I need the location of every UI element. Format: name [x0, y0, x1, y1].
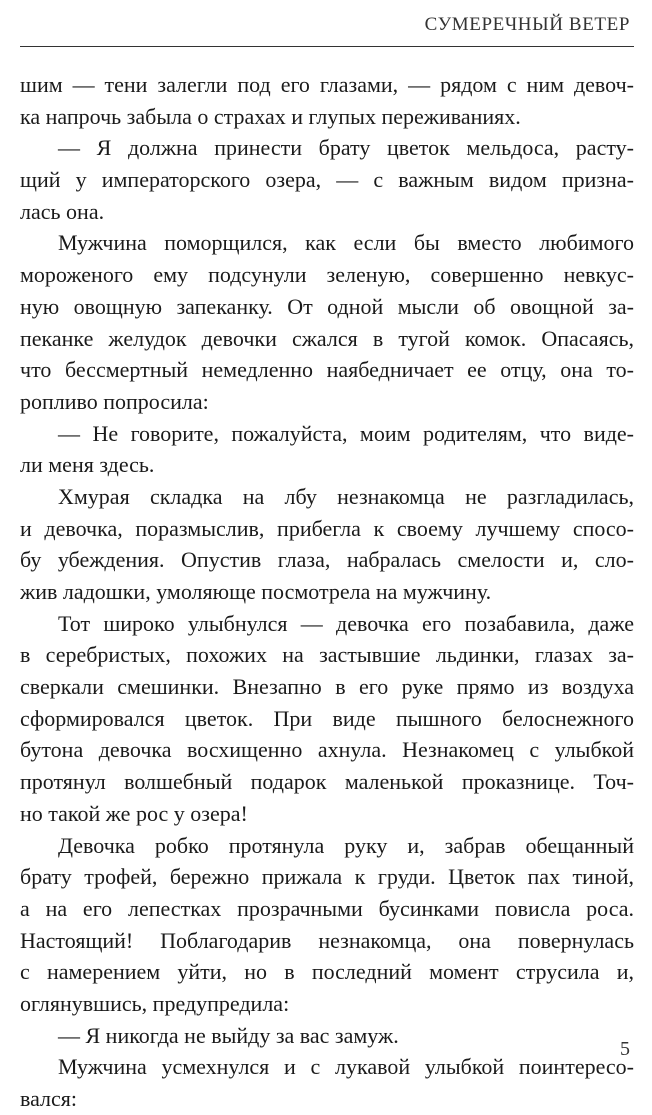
text-line: с намерением уйти, но в последний момент струсила и, [20, 959, 634, 985]
text-line: — Я никогда не выйду за вас замуж. [58, 1022, 399, 1048]
text-line: бутона девочка восхищенно ахнула. Незнакомец с улыбкой [20, 737, 634, 763]
text-line: сверкали смешинки. Внезапно в его руке прямо из воздуха [20, 674, 634, 700]
page-number: 5 [620, 1038, 630, 1060]
running-title: СУМЕРЕЧНЫЙ ВЕТЕР [424, 14, 630, 35]
text-line: но такой же рос у озера! [20, 800, 248, 826]
text-line: жив ладошки, умоляюще посмотрела на мужчину. [20, 579, 492, 604]
text-line: брату трофей, бережно прижала к груди. Цветок пах тиной, [20, 864, 634, 890]
text-line: пеканке желудок девочки сжался в тугой комок. Опасаясь, [20, 325, 634, 351]
text-line: Настоящий! Поблагодарив незнакомца, она повернулась [20, 927, 634, 953]
text-line: ка напрочь забыла о страхах и глупых переживаниях. [20, 103, 521, 129]
text-line: шим — тени залегли под его глазами, — рядом с ним девоч- [20, 72, 634, 97]
text-line: — Я должна принести брату цветок мельдоса, расту- [58, 135, 634, 161]
text-line: лась она. [20, 198, 105, 224]
text-line: что бессмертный немедленно наябедничает ее отцу, она то- [20, 357, 634, 383]
text-line: и девочка, поразмыслив, прибегла к своему лучшему спосо- [20, 515, 634, 541]
text-line: Мужчина усмехнулся и с лукавой улыбкой поинтересо- [58, 1054, 634, 1080]
text-line: Девочка робко протянула руку и, забрав обещанный [58, 832, 634, 858]
text-line: ропливо попросила: [20, 388, 209, 414]
text-line: вался: [20, 1086, 78, 1111]
text-line: оглянувшись, предупредила: [20, 990, 290, 1016]
text-line: — Не говорите, пожалуйста, моим родителям, что виде- [58, 420, 634, 446]
body-text [20, 69, 634, 1115]
text-line: сформировался цветок. При виде пышного белоснежного [20, 705, 634, 731]
text-line: в серебристых, похожих на застывшие льдинки, глазах за- [20, 642, 634, 668]
text-line: Мужчина поморщился, как если бы вместо любимого [58, 230, 634, 256]
text-line: протянул волшебный подарок маленькой проказнице. Точ- [20, 769, 634, 795]
text-line: Тот широко улыбнулся — девочка его позабавила, даже [58, 610, 634, 636]
text-line: Хмурая складка на лбу незнакомца не разгладилась, [58, 483, 634, 509]
text-line: а на его лепестках прозрачными бусинками повисла роса. [20, 895, 634, 921]
text-line: мороженого ему подсунули зеленую, совершенно невкус- [20, 262, 634, 288]
text-line: щий у императорского озера, — с важным видом призна- [20, 167, 634, 193]
text-line: ную овощную запеканку. От одной мысли об овощной за- [20, 293, 634, 319]
header-rule [20, 46, 634, 47]
text-line: ли меня здесь. [20, 452, 155, 478]
text-line: бу убеждения. Опустив глаза, набралась смелости и, сло- [20, 547, 634, 573]
